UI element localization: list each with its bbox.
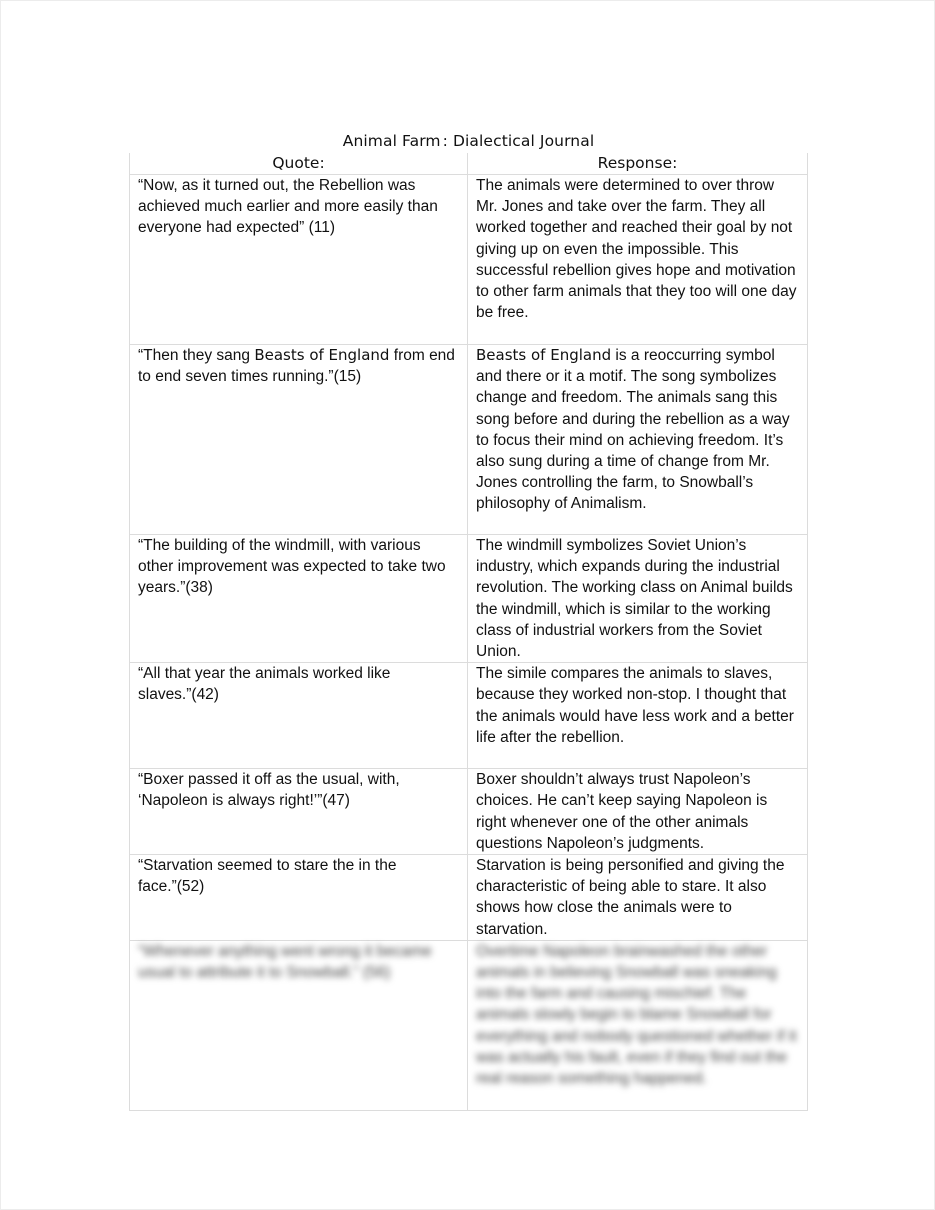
title-book-name: Animal Farm bbox=[342, 132, 441, 150]
quote-cell bbox=[130, 345, 468, 535]
dialectical-journal-table bbox=[129, 153, 808, 1111]
title-separator: : bbox=[442, 132, 448, 150]
response-song-title: Beasts of England bbox=[476, 346, 612, 364]
response-cell: The windmill symbolizes Soviet Union’s industry, which expands during the industrial revolution. The working class on Animal builds the windmill, which is similar to the working class of industrial workers from the Soviet Union. bbox=[468, 535, 808, 663]
blurred-response-text: Overtime Napoleon brainwashed the other animals in believing Snowball was sneaking into the farm and causing mischief. The animals slowly begin to blame Snowball for everything and nobody questioned whether if it was actually his fault, even if they find out the real reason something happened. bbox=[476, 942, 797, 1088]
page-title bbox=[1, 132, 935, 150]
title-journal-name: Dialectical Journal bbox=[452, 132, 595, 150]
quote-cell-blurred bbox=[130, 940, 468, 1110]
table-header-row bbox=[130, 153, 808, 175]
response-cell: Starvation is being personified and giving the characteristic of being able to stare. It also shows how close the animals were to starvation. bbox=[468, 855, 808, 941]
quote-cell: “All that year the animals worked like slaves.”(42) bbox=[130, 663, 468, 769]
table-row bbox=[130, 855, 808, 941]
quote-cell: “Boxer passed it off as the usual, with, ‘Napoleon is always right!’”(47) bbox=[130, 769, 468, 855]
table-row bbox=[130, 535, 808, 663]
quote-cell: “Now, as it turned out, the Rebellion was achieved much earlier and more easily than everyone had expected” (11) bbox=[130, 175, 468, 345]
response-cell bbox=[468, 345, 808, 535]
table-row bbox=[130, 345, 808, 535]
response-cell: Boxer shouldn’t always trust Napoleon’s choices. He can’t keep saying Napoleon is right whenever one of the other animals questions Napoleon’s judgments. bbox=[468, 769, 808, 855]
response-text: is a reoccurring symbol and there or it a motif. The song symbolizes change and freedom. The animals sang this song before and during the rebellion as a way to focus their mind on achieving freedom. It’s also sung during a time of change from Mr. Jones controlling the farm, to Snowball’s philosophy of Animalism. bbox=[476, 347, 790, 513]
header-quote: Quote: bbox=[130, 153, 468, 175]
quote-cell: “The building of the windmill, with various other improvement was expected to take two years.”(38) bbox=[130, 535, 468, 663]
response-cell-blurred bbox=[468, 940, 808, 1110]
response-cell: The simile compares the animals to slaves, because they worked non-stop. I thought that the animals would have less work and a better life after the rebellion. bbox=[468, 663, 808, 769]
blurred-quote-text: “Whenever anything went wrong it became usual to attribute it to Snowball.” (56) bbox=[138, 942, 432, 982]
table-row bbox=[130, 175, 808, 345]
table-row-blurred bbox=[130, 940, 808, 1110]
quote-text-post: from end to end seven times running.”(15) bbox=[138, 347, 455, 386]
table-row bbox=[130, 663, 808, 769]
quote-text-pre: “Then they sang bbox=[138, 347, 255, 364]
quote-song-title: Beasts of England bbox=[254, 346, 390, 364]
response-cell: The animals were determined to over throw Mr. Jones and take over the farm. They all worked together and reached their goal by not giving up on even the impossible. This successful rebellion gives hope and motivation to other farm animals that they too will one day be free. bbox=[468, 175, 808, 345]
table-row bbox=[130, 769, 808, 855]
header-response: Response: bbox=[468, 153, 808, 175]
quote-cell: “Starvation seemed to stare the in the face.”(52) bbox=[130, 855, 468, 941]
